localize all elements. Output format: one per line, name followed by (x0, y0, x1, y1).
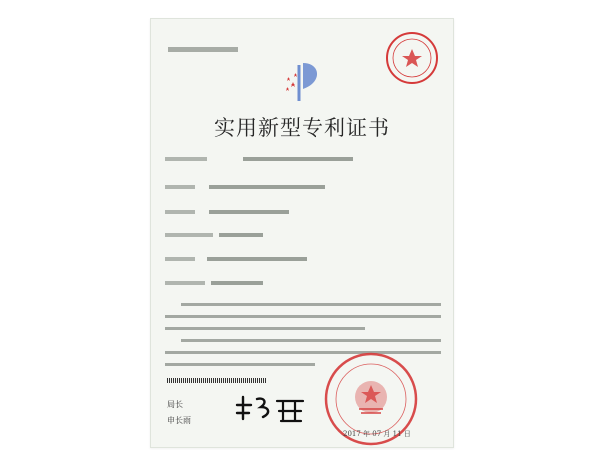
patent-number-label (165, 210, 195, 214)
certificate-title: 实用新型专利证书 (214, 116, 390, 140)
director-label-2: 申长雨 (167, 416, 191, 425)
invention-name-value (243, 157, 353, 161)
certificate-number-line (168, 47, 238, 52)
barcode-icon (167, 378, 267, 383)
director-label: 局长 (167, 400, 183, 409)
invention-name-label (165, 157, 207, 161)
handwritten-signature-icon (233, 391, 307, 425)
filing-date-label (165, 233, 213, 237)
filing-date-value (219, 233, 263, 237)
grant-date-label (165, 281, 205, 285)
patentee-label (165, 257, 195, 261)
grant-date-value (211, 281, 263, 285)
patentee-value (207, 257, 307, 261)
patent-office-logo-icon (277, 57, 327, 103)
issue-date: 2017 年 07 月 11 日 (343, 430, 411, 438)
inventor-label (165, 185, 195, 189)
certificate-page (150, 18, 454, 448)
inventor-value (209, 185, 325, 189)
patent-number-value (209, 210, 289, 214)
top-seal-stamp-icon (383, 29, 441, 87)
